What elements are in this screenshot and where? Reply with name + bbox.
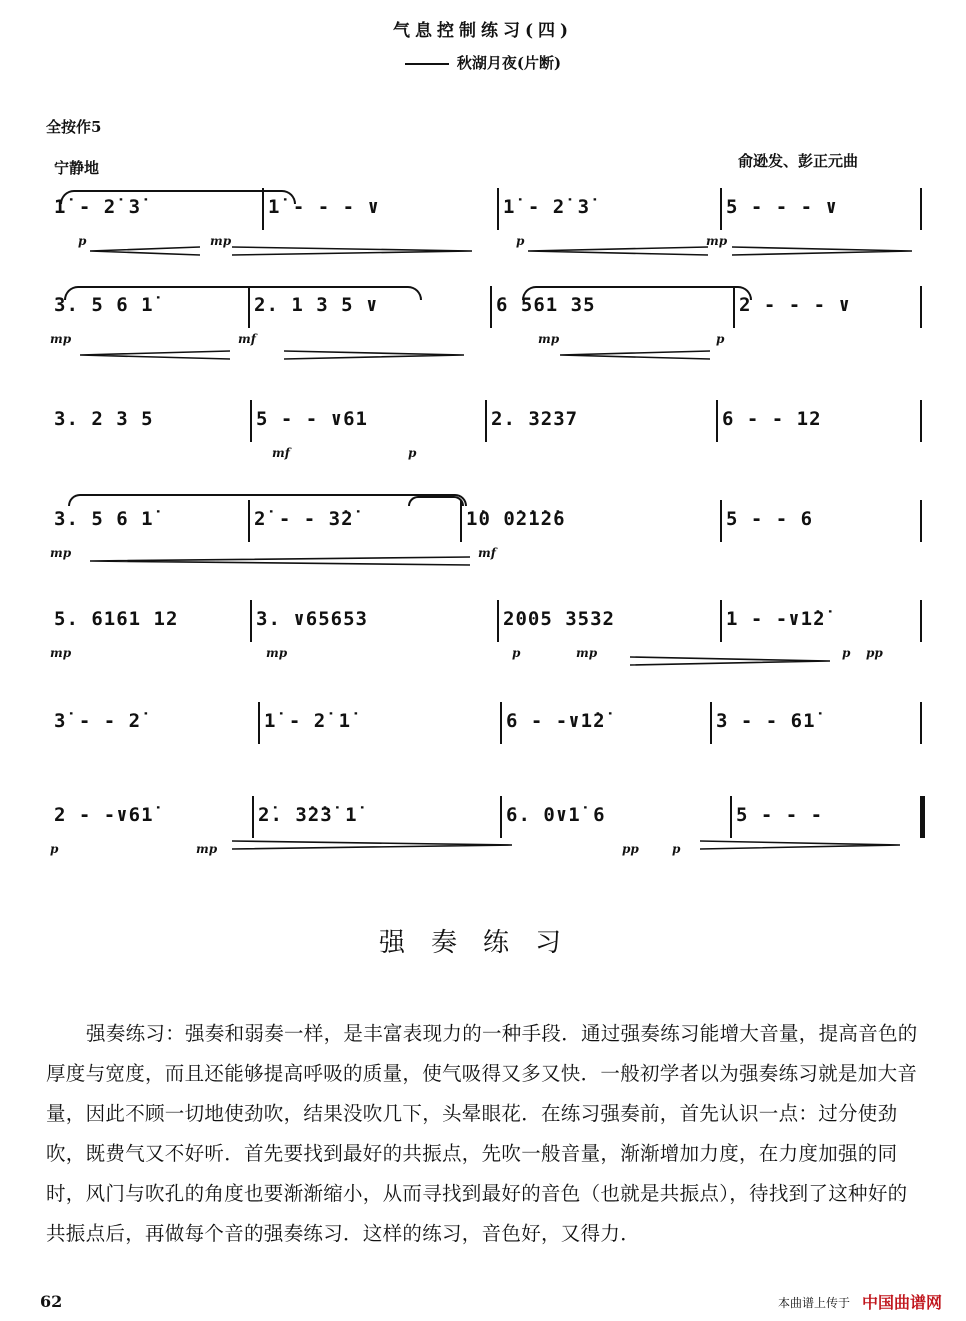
composer-credit: 俞逊发、彭正元曲 [738, 152, 859, 170]
adapter-note: 全按作5 [46, 118, 102, 136]
slur-arc [64, 286, 422, 300]
crescendo-hairpin [560, 350, 710, 360]
measure-notes: 5 - - - [736, 804, 836, 826]
site-logo: 中国曲谱网 [862, 1293, 943, 1312]
measure-notes: 3. ∨65653 [256, 608, 368, 630]
dynamic-marking: p [78, 234, 87, 248]
dynamic-marking: mp [210, 234, 232, 248]
slur-arc [522, 286, 752, 300]
bar-line [720, 500, 722, 542]
dynamic-marking: mf [272, 446, 290, 460]
crescendo-hairpin [528, 246, 708, 256]
measure-notes: 2. 3237 [491, 408, 579, 430]
measure-notes: 6 - - 12 [722, 408, 822, 430]
dynamic-marking: pp [866, 646, 883, 660]
section-body: 强奏练习：强奏和弱奏一样，是丰富表现力的一种手段．通过强奏练习能增大音量，提高音色的厚度与宽度，而且还能够提高呼吸的质量，使气吸得又多又快．一般初学者以为强奏练习就是加大音量，因此不顾一切地使劲吹，结果没吹几下，头晕眼花．在练习强奏前，首先认识一点：过分使劲吹，既费气又不好听．首先要找到最好的共振点，先吹一般音量，渐渐增加力度，在力度加强的同时，风门与吹孔的角度也要渐渐缩小，从而寻找到最好的音色（也就是共振点），待找到了这种好的共振点后，再做每个音的强奏练习．这样的练习，音色好，又得力． [46, 1022, 918, 1245]
dynamic-marking: mp [50, 646, 72, 660]
bar-line [248, 500, 250, 542]
bar-line [485, 400, 487, 442]
measure-notes: 2 - - - ∨ [739, 294, 851, 316]
bar-line [730, 796, 732, 838]
bar-line [720, 188, 722, 230]
measure-notes: 5 - - 6 [726, 508, 814, 530]
diminuendo-hairpin [630, 656, 830, 666]
dynamic-marking: p [408, 446, 417, 460]
bar-line [920, 400, 922, 442]
bar-line [720, 600, 722, 642]
score-row [0, 400, 966, 490]
dynamic-marking: mp [50, 546, 72, 560]
measure-notes: 3. 5 6 1̇ [54, 294, 154, 316]
measure-notes: 1̇ - - - ∨ [268, 196, 380, 218]
dynamic-marking: mf [478, 546, 496, 560]
dynamic-marking: mp [706, 234, 728, 248]
bar-line [500, 796, 502, 838]
exercise-subtitle [0, 52, 966, 73]
dynamic-marking: p [512, 646, 521, 660]
bar-line [497, 188, 499, 230]
bar-line [250, 400, 252, 442]
diminuendo-hairpin [732, 246, 912, 256]
diminuendo-hairpin [232, 840, 512, 850]
dynamic-marking: mp [576, 646, 598, 660]
score-row [0, 600, 966, 690]
dynamic-marking: pp [622, 842, 639, 856]
tempo-marking: 宁静地 [54, 159, 100, 177]
bar-line [250, 600, 252, 642]
measure-notes: 2005 3532 [503, 608, 615, 630]
bar-line [920, 188, 922, 230]
slur-arc [60, 190, 296, 204]
score-row [0, 500, 966, 590]
score-row [0, 702, 966, 792]
measure-notes: 3 - - 61̇ [716, 710, 816, 732]
measure-notes: 1 - -∨1̇2̇ [726, 608, 826, 630]
bar-line [252, 796, 254, 838]
measure-notes: 1̇ - 2̇ 1̇ [264, 710, 352, 732]
dynamic-marking: p [842, 646, 851, 660]
dynamic-marking: mp [538, 332, 560, 346]
measure-notes: 5 - - ∨61 [256, 408, 368, 430]
measure-notes: 2̇ - - 3̇2̇ [254, 508, 354, 530]
measure-notes: 1̇ - 2̇ 3̇ [503, 196, 591, 218]
measure-notes: 2 - -∨61̇ [54, 804, 154, 826]
section-title: 强奏练习 [378, 928, 587, 958]
measure-notes: 3. 2 3 5 [54, 408, 154, 430]
dynamic-marking: p [672, 842, 681, 856]
bar-line [460, 500, 462, 542]
measure-notes: 5. 6161 12 [54, 608, 179, 630]
bar-line [920, 796, 925, 838]
dash-line [405, 63, 449, 65]
page-number: 62 [40, 1292, 63, 1311]
measure-notes: 1̇0 0̇2̇1̇2̇6 [466, 508, 566, 530]
bar-line [490, 286, 492, 328]
exercise-title: 气息控制练习(四) [392, 21, 574, 41]
measure-notes: 3̇ - - 2̇ [54, 710, 142, 732]
crescendo-hairpin [80, 350, 230, 360]
measure-notes: 2̇. 3̇2̇3̇ 1̇ [258, 804, 358, 826]
bar-line [716, 400, 718, 442]
crescendo-hairpin [90, 246, 200, 256]
measure-notes: 6 561 35 [496, 294, 596, 316]
diminuendo-hairpin [700, 840, 900, 850]
measure-notes: 6 - -∨1̇2̇ [506, 710, 606, 732]
subtitle-text: 秋湖月夜(片断) [456, 54, 562, 72]
dynamic-marking: p [716, 332, 725, 346]
bar-line [500, 702, 502, 744]
measure-notes: 2. 1 3 5 ∨ [254, 294, 379, 316]
diminuendo-hairpin [284, 350, 464, 360]
measure-notes: 1̇ - 2̇ 3̇ [54, 196, 142, 218]
dynamic-marking: mf [238, 332, 256, 346]
slur-arc [68, 494, 467, 506]
measure-notes: 6. 0∨1̇ 6 [506, 804, 606, 826]
measure-notes: 3. 5 6 1̇ [54, 508, 154, 530]
dynamic-marking: p [516, 234, 525, 248]
crescendo-hairpin [90, 556, 470, 566]
upload-text: 本曲谱上传于 [778, 1296, 851, 1310]
bar-line [710, 702, 712, 744]
diminuendo-hairpin [232, 246, 472, 256]
bar-line [920, 600, 922, 642]
bar-line [920, 286, 922, 328]
bar-line [258, 702, 260, 744]
dynamic-marking: mp [196, 842, 218, 856]
measure-notes: 5 - - - ∨ [726, 196, 838, 218]
bar-line [920, 500, 922, 542]
dynamic-marking: mp [50, 332, 72, 346]
bar-line [920, 702, 922, 744]
dynamic-marking: mp [266, 646, 288, 660]
dynamic-marking: p [50, 842, 59, 856]
bar-line [497, 600, 499, 642]
